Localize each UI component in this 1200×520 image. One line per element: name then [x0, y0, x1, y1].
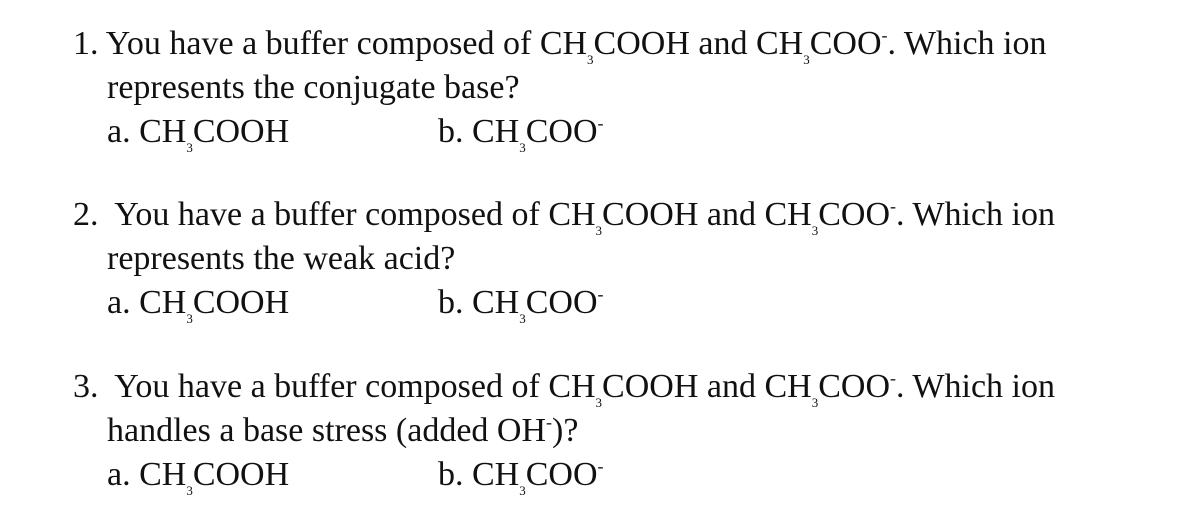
base-formula: $CH_3COO^-$ — [755, 25, 888, 67]
option-a-formula: $CH_3COOH$ — [139, 456, 290, 498]
question-1-stem — [73, 24, 1046, 70]
prompt-tail: . Which ion — [896, 196, 1055, 233]
question-3-stem-line-2: handles a base stress (added OH-)? — [107, 412, 579, 449]
option-b[interactable]: b. $CH_3COO^-$ — [438, 113, 604, 155]
question-number: 2. — [73, 196, 99, 233]
question-3-stem — [73, 367, 1055, 413]
connector: and — [706, 368, 756, 405]
question-number: 3. — [73, 368, 99, 405]
question-1-stem-line-2: represents the conjugate base? — [107, 69, 520, 106]
option-b[interactable]: b. $CH_3COO^-$ — [438, 456, 604, 498]
connector: and — [698, 25, 748, 62]
question-number: 1. — [73, 25, 99, 62]
option-a[interactable]: a. $CH_3COOH$ — [107, 456, 290, 498]
connector: and — [706, 196, 756, 233]
option-a-formula: $CH_3COOH$ — [139, 113, 290, 155]
prompt-lead: You have a buffer composed of — [114, 368, 540, 405]
question-2-stem-line-2: represents the weak acid? — [107, 240, 456, 277]
prompt-tail: . Which ion — [887, 25, 1047, 62]
acid-formula: $CH_3COOH$ — [548, 368, 699, 410]
prompt-tail: . Which ion — [896, 368, 1055, 405]
base-formula: $CH_3COO^-$ — [764, 368, 897, 410]
option-a[interactable]: a. $CH_3COOH$ — [107, 113, 290, 155]
option-b-formula: $CH_3COO^-$ — [472, 284, 604, 326]
prompt-lead: You have a buffer composed of — [105, 25, 532, 62]
option-b-formula: $CH_3COO^-$ — [472, 456, 604, 498]
option-a[interactable]: a. $CH_3COOH$ — [107, 284, 290, 326]
base-formula: $CH_3COO^-$ — [764, 196, 897, 238]
acid-formula: $CH_3COOH$ — [539, 25, 690, 67]
option-b-formula: $CH_3COO^-$ — [472, 113, 604, 155]
question-2-stem — [73, 195, 1055, 241]
acid-formula: $CH_3COOH$ — [548, 196, 699, 238]
prompt-lead: You have a buffer composed of — [114, 196, 540, 233]
option-b[interactable]: b. $CH_3COO^-$ — [438, 284, 604, 326]
option-a-formula: $CH_3COOH$ — [139, 284, 290, 326]
